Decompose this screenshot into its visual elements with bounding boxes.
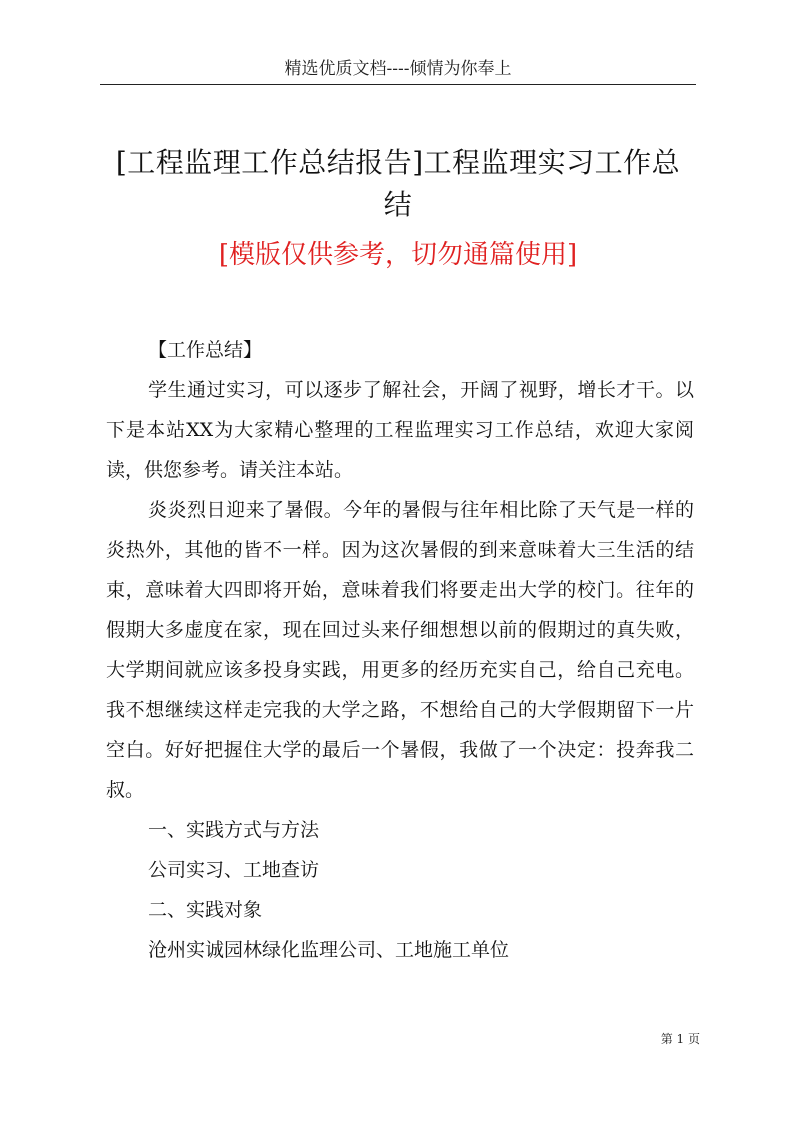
page-number: 第 1 页 — [660, 1032, 700, 1046]
section-label: 【工作总结】 — [148, 339, 263, 361]
page-header — [100, 58, 696, 85]
document-title — [100, 142, 696, 226]
text-practice-method: 公司实习、工地查访 — [148, 859, 320, 881]
text-practice-object: 沧州实诚园林绿化监理公司、工地施工单位 — [148, 939, 510, 961]
heading-practice-object: 二、实践对象 — [148, 899, 263, 921]
title-line-2: 结 — [383, 188, 413, 221]
document-body — [106, 330, 694, 970]
heading-practice-method: 一、实践方式与方法 — [148, 819, 320, 841]
title-line-1: [工程监理工作总结报告]工程监理实习工作总 — [115, 146, 681, 179]
paragraph-summer: 炎炎烈日迎来了暑假。今年的暑假与往年相比除了天气是一样的炎热外，其他的皆不一样。因为这次暑假的到来意味着大三生活的结束，意味着大四即将开始，意味着我们将要走出大学的校门。往年的假期大多虚度在家，现在回过头来仔细想想以前的假期过的真失败，大学期间就应该多投身实践，用更多的经历充实自己，给自己充电。我不想继续这样走完我的大学之路，不想给自己的大学假期留下一片空白。好好把握住大学的最后一个暑假，我做了一个决定：投奔我二叔。 — [106, 499, 694, 801]
template-notice: [模版仅供参考，切勿通篇使用] — [218, 240, 578, 270]
paragraph-intro: 学生通过实习，可以逐步了解社会，开阔了视野，增长才干。以下是本站XX为大家精心整理的工程监理实习工作总结，欢迎大家阅读，供您参考。请关注本站。 — [106, 379, 694, 481]
header-text: 精选优质文档----倾情为你奉上 — [284, 59, 512, 79]
